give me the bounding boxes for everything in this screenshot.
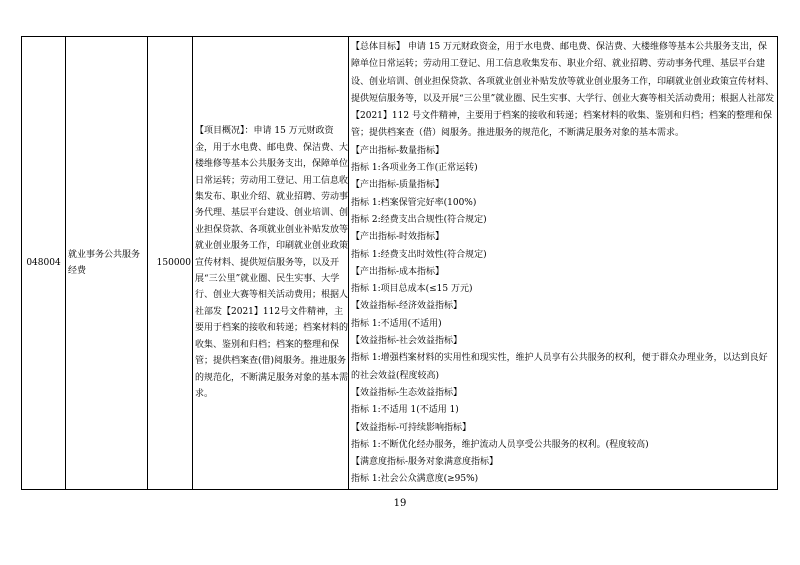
project-amount: 150000 <box>148 37 193 490</box>
page-number: 19 <box>393 498 407 509</box>
goal-line: 指标 1:经费支出时效性(符合规定) <box>351 249 487 260</box>
goal-line: 【产出指标-质量指标】 <box>351 180 445 191</box>
goal-line: 指标 1:不断优化经办服务，维护流动人员享受公共服务的权利。(程度较高) <box>351 439 649 450</box>
goal-line: 【产出指标-成本指标】 <box>351 266 445 277</box>
goal-line: 指标 1:增强档案材料的实用性和现实性，维护人员享有公共服务的权利，便于群众办理业务，以达到良好的社会效益(程度较高) <box>351 353 768 381</box>
goal-line: 【效益指标-可持续影响指标】 <box>351 422 472 433</box>
goal-line: 指标 2:经费支出合规性(符合规定) <box>351 214 487 225</box>
goal-line: 【效益指标-生态效益指标】 <box>351 387 463 398</box>
project-overview: 【项目概况】：申请 15 万元财政资金，用于水电费、邮电费、保洁费、大楼维修等基本公共服务支出，保障单位日常运转；劳动用工登记、用工信息收集发布、职业介绍、就业招聘、劳动事务代理、基层平台建设、创业培训、创业担保贷款、各项就业创业补贴发放等就业创业服务工作，印刷就业创业政策宣传材料、提供短信服务等，以及开展“三公里”就业圈、民生实事、大学行、创业大赛等相关活动费用；根据人社部发【2021】112号文件精神，主要用于档案的接收和转递；档案材料的收集、鉴别和归档；档案的整理和保管；提供档案查(借)阅服务。推进服务的规范化，不断满足服务对象的基本需求。 <box>193 37 349 490</box>
goal-line: 【总体目标】 申请 15 万元财政资金，用于水电费、邮电费、保洁费、大楼维修等基本公共服务支出，保障单位日常运转；劳动用工登记、用工信息收集发布、职业介绍、就业招聘、劳动事务代理、基层平台建设、创业培训、创业担保贷款、各项就业创业补贴发放等就业创业服务工作，印刷就业创业政策宣传材料、提供短信服务等，以及开展“三公里”就业圈、民生实事、大学行、创业大赛等相关活动费用；根据人社部发【2021】112 号文件精神，主要用于档案的接收和转递；档案材料的收集、鉴别和归档；档案的整理和保管；提供档案查（借）阅服务。推进服务的规范化，不断满足服务对象的基本需求。 <box>351 42 775 139</box>
performance-goals <box>349 37 778 490</box>
goal-line: 指标 1:不适用(不适用) <box>351 318 442 329</box>
goal-line: 【产出指标-时效指标】 <box>351 232 445 243</box>
project-code: 048004 <box>22 37 66 490</box>
goal-line: 指标 1:项目总成本(≤15 万元) <box>351 284 473 295</box>
goal-line: 指标 1:各项业务工作(正常运转) <box>351 163 478 174</box>
project-name: 就业事务公共服务经费 <box>66 37 148 490</box>
goal-line: 【效益指标-经济效益指标】 <box>351 301 463 312</box>
goal-line: 指标 1:档案保管完好率(100%) <box>351 197 477 208</box>
goal-line: 指标 1:社会公众满意度(≥95%) <box>351 474 479 485</box>
goal-line: 指标 1:不适用 1(不适用 1) <box>351 405 459 416</box>
table-row <box>22 37 778 490</box>
goal-line: 【产出指标-数量指标】 <box>351 145 445 156</box>
project-table <box>21 36 778 490</box>
goal-line: 【满意度指标-服务对象满意度指标】 <box>351 457 499 468</box>
goal-line: 【效益指标-社会效益指标】 <box>351 336 463 347</box>
